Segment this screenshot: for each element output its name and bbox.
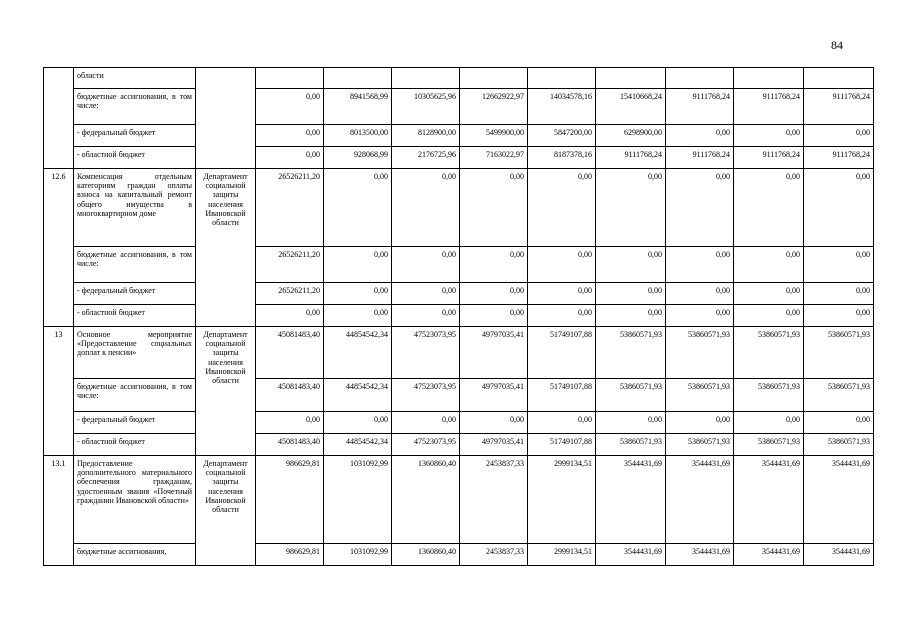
value-cell [666,68,734,89]
row-code [44,68,74,169]
table-row [44,412,874,434]
value-cell: 0,00 [528,412,596,434]
row-name: области [74,68,196,89]
value-cell: 0,00 [392,283,460,305]
value-cell: 44854542,34 [324,434,392,456]
value-cell: 0,00 [734,283,804,305]
value-cell: 0,00 [460,247,528,283]
row-executor: Департамент социальной защиты населения Ивановской области [196,456,256,566]
value-cell: 0,00 [528,247,596,283]
table-row [44,434,874,456]
value-cell: 0,00 [666,247,734,283]
value-cell: 5847200,00 [528,125,596,147]
value-cell: 9111768,24 [666,89,734,125]
value-cell: 0,00 [256,412,324,434]
value-cell: 0,00 [666,169,734,247]
value-cell: 53860571,93 [666,434,734,456]
row-name: - федеральный бюджет [74,125,196,147]
value-cell [460,68,528,89]
value-cell: 53860571,93 [804,379,874,412]
value-cell: 0,00 [596,305,666,327]
table-row [44,169,874,247]
value-cell: 0,00 [734,305,804,327]
value-cell: 53860571,93 [804,434,874,456]
value-cell: 8013500,00 [324,125,392,147]
value-cell: 1031092,99 [324,544,392,566]
value-cell: 44854542,34 [324,379,392,412]
value-cell: 2999134,51 [528,456,596,544]
value-cell [596,68,666,89]
value-cell: 9111768,24 [666,147,734,169]
value-cell: 0,00 [324,412,392,434]
row-name: Компенсация отдельным категориям граждан оплаты взноса на капитальный ремонт общего имущества в многоквартирном доме [74,169,196,247]
value-cell: 0,00 [596,412,666,434]
value-cell [804,68,874,89]
value-cell: 0,00 [804,283,874,305]
value-cell: 8941568,99 [324,89,392,125]
row-code: 12.6 [44,169,74,327]
value-cell [256,68,324,89]
value-cell: 5499900,00 [460,125,528,147]
value-cell: 45081483,40 [256,379,324,412]
value-cell: 0,00 [804,412,874,434]
value-cell: 53860571,93 [666,327,734,379]
value-cell: 49797035,41 [460,434,528,456]
row-name: Предоставление дополнительного материального обеспечения гражданам, удостоенным звания «Почетный гражданин Ивановской области» [74,456,196,544]
table-row [44,456,874,544]
value-cell: 0,00 [666,125,734,147]
value-cell: 0,00 [256,147,324,169]
value-cell: 0,00 [804,125,874,147]
value-cell: 44854542,34 [324,327,392,379]
value-cell: 47523073,95 [392,327,460,379]
page-number: 84 [831,38,843,52]
table-row [44,544,874,566]
value-cell: 9111768,24 [804,89,874,125]
value-cell: 928068,99 [324,147,392,169]
value-cell: 26526211,20 [256,169,324,247]
value-cell: 1360860,40 [392,544,460,566]
value-cell: 3544431,69 [804,544,874,566]
row-code: 13.1 [44,456,74,566]
row-executor: Департамент социальной защиты населения Ивановской области [196,327,256,456]
value-cell: 986629,81 [256,544,324,566]
value-cell: 0,00 [324,247,392,283]
value-cell: 53860571,93 [596,327,666,379]
value-cell: 53860571,93 [596,379,666,412]
value-cell: 8128900,00 [392,125,460,147]
value-cell: 51749107,88 [528,434,596,456]
value-cell: 53860571,93 [734,379,804,412]
row-executor [196,68,256,169]
value-cell: 0,00 [528,283,596,305]
table-row [44,68,874,89]
value-cell: 3544431,69 [666,544,734,566]
value-cell [324,68,392,89]
value-cell: 3544431,69 [804,456,874,544]
value-cell: 3544431,69 [734,456,804,544]
value-cell: 0,00 [392,247,460,283]
value-cell: 10305625,96 [392,89,460,125]
value-cell: 9111768,24 [596,147,666,169]
value-cell: 0,00 [596,169,666,247]
value-cell: 0,00 [460,283,528,305]
value-cell: 14034578,16 [528,89,596,125]
value-cell: 49797035,41 [460,379,528,412]
value-cell [392,68,460,89]
value-cell: 6298900,00 [596,125,666,147]
table-row [44,305,874,327]
row-executor: Департамент социальной защиты населения Ивановской области [196,169,256,327]
table-row [44,89,874,125]
value-cell: 0,00 [734,412,804,434]
value-cell: 0,00 [392,412,460,434]
table-row [44,327,874,379]
value-cell: 2176725,96 [392,147,460,169]
value-cell: 0,00 [392,169,460,247]
value-cell: 2453837,33 [460,456,528,544]
value-cell: 9111768,24 [804,147,874,169]
value-cell: 15410668,24 [596,89,666,125]
value-cell: 9111768,24 [734,89,804,125]
table-row [44,125,874,147]
value-cell: 26526211,20 [256,247,324,283]
value-cell: 45081483,40 [256,327,324,379]
value-cell: 53860571,93 [734,434,804,456]
value-cell: 0,00 [666,283,734,305]
value-cell: 51749107,88 [528,379,596,412]
value-cell: 0,00 [324,283,392,305]
value-cell: 2999134,51 [528,544,596,566]
table-row [44,379,874,412]
table-row [44,247,874,283]
table-row [44,147,874,169]
value-cell: 0,00 [324,305,392,327]
value-cell: 8187378,16 [528,147,596,169]
row-name: - областной бюджет [74,305,196,327]
value-cell: 3544431,69 [596,456,666,544]
value-cell: 12662922,97 [460,89,528,125]
value-cell: 0,00 [256,125,324,147]
value-cell: 47523073,95 [392,379,460,412]
value-cell: 0,00 [596,247,666,283]
row-name: бюджетные ассигнования, в том числе: [74,379,196,412]
value-cell: 0,00 [804,169,874,247]
value-cell: 0,00 [804,247,874,283]
value-cell: 0,00 [596,283,666,305]
value-cell: 0,00 [666,305,734,327]
value-cell: 53860571,93 [734,327,804,379]
budget-table [43,67,874,566]
value-cell: 0,00 [734,169,804,247]
row-code: 13 [44,327,74,456]
value-cell: 45081483,40 [256,434,324,456]
value-cell: 0,00 [734,125,804,147]
value-cell: 0,00 [392,305,460,327]
value-cell: 0,00 [324,169,392,247]
value-cell [528,68,596,89]
value-cell: 3544431,69 [734,544,804,566]
value-cell: 2453837,33 [460,544,528,566]
value-cell: 49797035,41 [460,327,528,379]
value-cell: 0,00 [460,305,528,327]
value-cell: 1360860,40 [392,456,460,544]
value-cell: 26526211,20 [256,283,324,305]
value-cell: 0,00 [666,412,734,434]
value-cell: 0,00 [256,89,324,125]
value-cell: 986629,81 [256,456,324,544]
value-cell: 3544431,69 [596,544,666,566]
table-row [44,283,874,305]
row-name: - федеральный бюджет [74,283,196,305]
value-cell: 3544431,69 [666,456,734,544]
value-cell: 1031092,99 [324,456,392,544]
value-cell: 0,00 [460,412,528,434]
row-name: бюджетные ассигнования, в том числе: [74,89,196,125]
row-name: Основное мероприятие «Предоставление социальных доплат к пенсии» [74,327,196,379]
row-name: - федеральный бюджет [74,412,196,434]
value-cell: 0,00 [528,305,596,327]
value-cell: 0,00 [528,169,596,247]
value-cell: 9111768,24 [734,147,804,169]
row-name: - областной бюджет [74,147,196,169]
value-cell: 53860571,93 [666,379,734,412]
value-cell: 0,00 [734,247,804,283]
value-cell: 53860571,93 [596,434,666,456]
value-cell: 0,00 [256,305,324,327]
row-name: бюджетные ассигнования, в том числе: [74,247,196,283]
value-cell: 0,00 [804,305,874,327]
value-cell: 51749107,88 [528,327,596,379]
row-name: бюджетные ассигнования, [74,544,196,566]
value-cell [734,68,804,89]
value-cell: 0,00 [460,169,528,247]
value-cell: 53860571,93 [804,327,874,379]
value-cell: 47523073,95 [392,434,460,456]
value-cell: 7163022,97 [460,147,528,169]
row-name: - областной бюджет [74,434,196,456]
